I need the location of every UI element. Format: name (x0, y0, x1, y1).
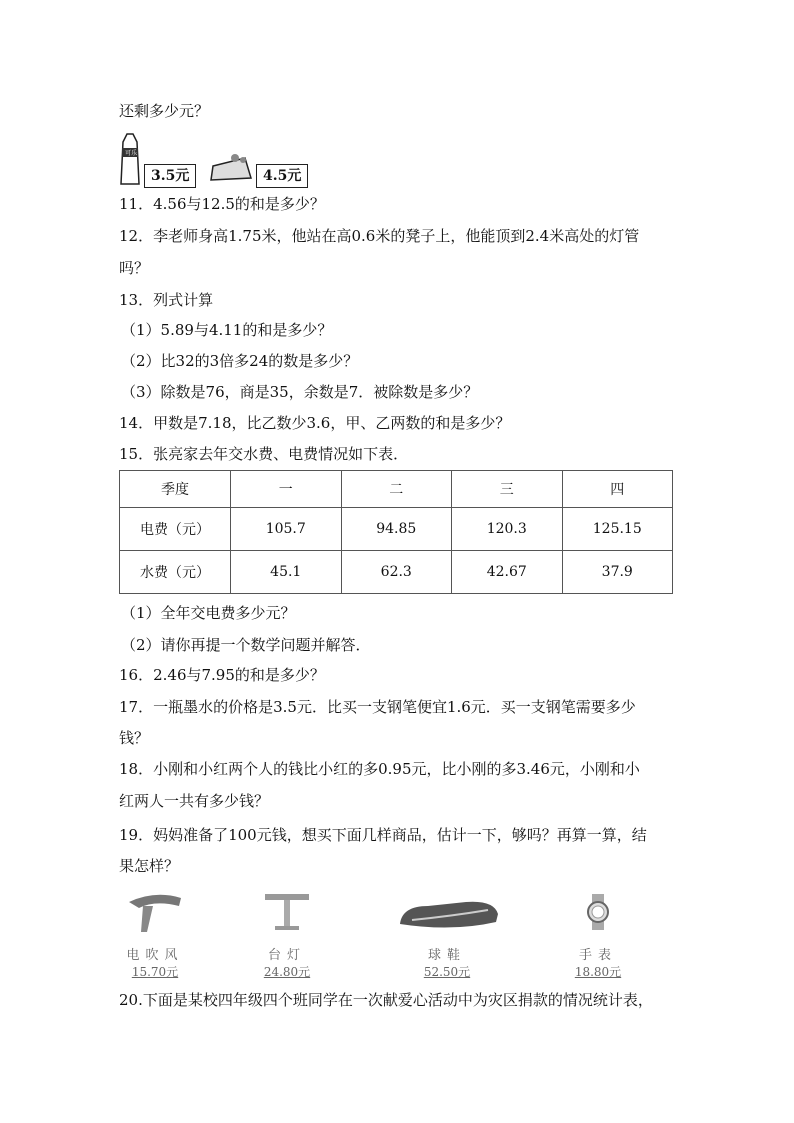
q17-line2: 钱？ (119, 729, 150, 747)
q16: 16．2.46与7.95的和是多少？ (119, 666, 325, 684)
product-price: 24.80元 (263, 965, 311, 979)
product-price: 18.80元 (574, 965, 622, 979)
table-cell: 62.3 (341, 551, 452, 594)
table-header-row (120, 471, 673, 508)
q13-3: （3）除数是76，商是35，余数是7．被除数是多少？ (121, 383, 479, 401)
bottle-label: 可乐 (125, 150, 138, 157)
q13: 13．列式计算 (119, 291, 214, 309)
q17-line1: 17．一瓶墨水的价格是3.5元．比买一支钢笔便宜1.6元．买一支钢笔需要多少 (119, 698, 636, 716)
product-price: 52.50元 (423, 965, 471, 979)
table-cell: 一 (231, 471, 342, 508)
table-cell: 季度 (120, 471, 231, 508)
hairdryer-icon (115, 888, 195, 936)
q12-line1: 12．李老师身高1.75米，他站在高0.6米的凳子上，他能顶到2.4米高处的灯管 (119, 227, 640, 245)
q20: 20.下面是某校四年级四个班同学在一次献爱心活动中为灾区捐款的情况统计表， (119, 991, 653, 1009)
table-row (120, 551, 673, 594)
watch-icon (558, 888, 638, 936)
q19-line1: 19．妈妈准备了100元钱，想买下面几样商品，估计一下，够吗？再算一算，结 (119, 826, 647, 844)
table-cell: 105.7 (231, 508, 342, 551)
product-lamp (232, 888, 342, 980)
price-tag-bottle: 3.5元 (144, 164, 196, 188)
table-cell: 二 (341, 471, 452, 508)
q18-line2: 红两人一共有多少钱？ (119, 792, 270, 810)
table-cell: 水费（元） (120, 551, 231, 594)
lamp-icon (247, 888, 327, 936)
product-watch (543, 888, 653, 980)
table-row (120, 508, 673, 551)
q18-line1: 18．小刚和小红两个人的钱比小红的多0.95元，比小刚的多3.46元，小刚和小 (119, 760, 640, 778)
product-hairdryer (100, 888, 210, 980)
sneaker-icon (392, 888, 502, 936)
table-cell: 94.85 (341, 508, 452, 551)
table-cell: 120.3 (452, 508, 563, 551)
product-name: 电吹风 (126, 948, 184, 963)
q19-line2: 果怎样？ (119, 857, 180, 875)
table-cell: 电费（元） (120, 508, 231, 551)
table-cell: 45.1 (231, 551, 342, 594)
product-price: 15.70元 (131, 965, 179, 979)
q15: 15．张亮家去年交水费、电费情况如下表． (119, 445, 409, 463)
table-cell: 42.67 (452, 551, 563, 594)
q13-1: （1）5.89与4.11的和是多少？ (121, 321, 333, 339)
table-cell: 125.15 (562, 508, 673, 551)
cake-icon (205, 152, 255, 186)
product-sneakers (392, 888, 502, 980)
q15-2: （2）请你再提一个数学问题并解答． (121, 636, 371, 654)
product-name: 手表 (578, 948, 617, 963)
product-name: 台灯 (267, 948, 306, 963)
product-name: 球鞋 (427, 948, 466, 963)
price-tag-cake: 4.5元 (256, 164, 308, 188)
q12-line2: 吗？ (119, 259, 150, 277)
table-cell: 四 (562, 471, 673, 508)
table-cell: 37.9 (562, 551, 673, 594)
q11: 11．4.56与12.5的和是多少？ (119, 195, 325, 213)
q10-tail: 还剩多少元？ (119, 102, 210, 120)
q15-1: （1）全年交电费多少元？ (121, 604, 296, 622)
table-cell: 三 (452, 471, 563, 508)
q14: 14．甲数是7.18，比乙数少3.6，甲、乙两数的和是多少？ (119, 414, 511, 432)
fees-table (119, 470, 673, 594)
q13-2: （2）比32的3倍多24的数是多少？ (121, 352, 359, 370)
